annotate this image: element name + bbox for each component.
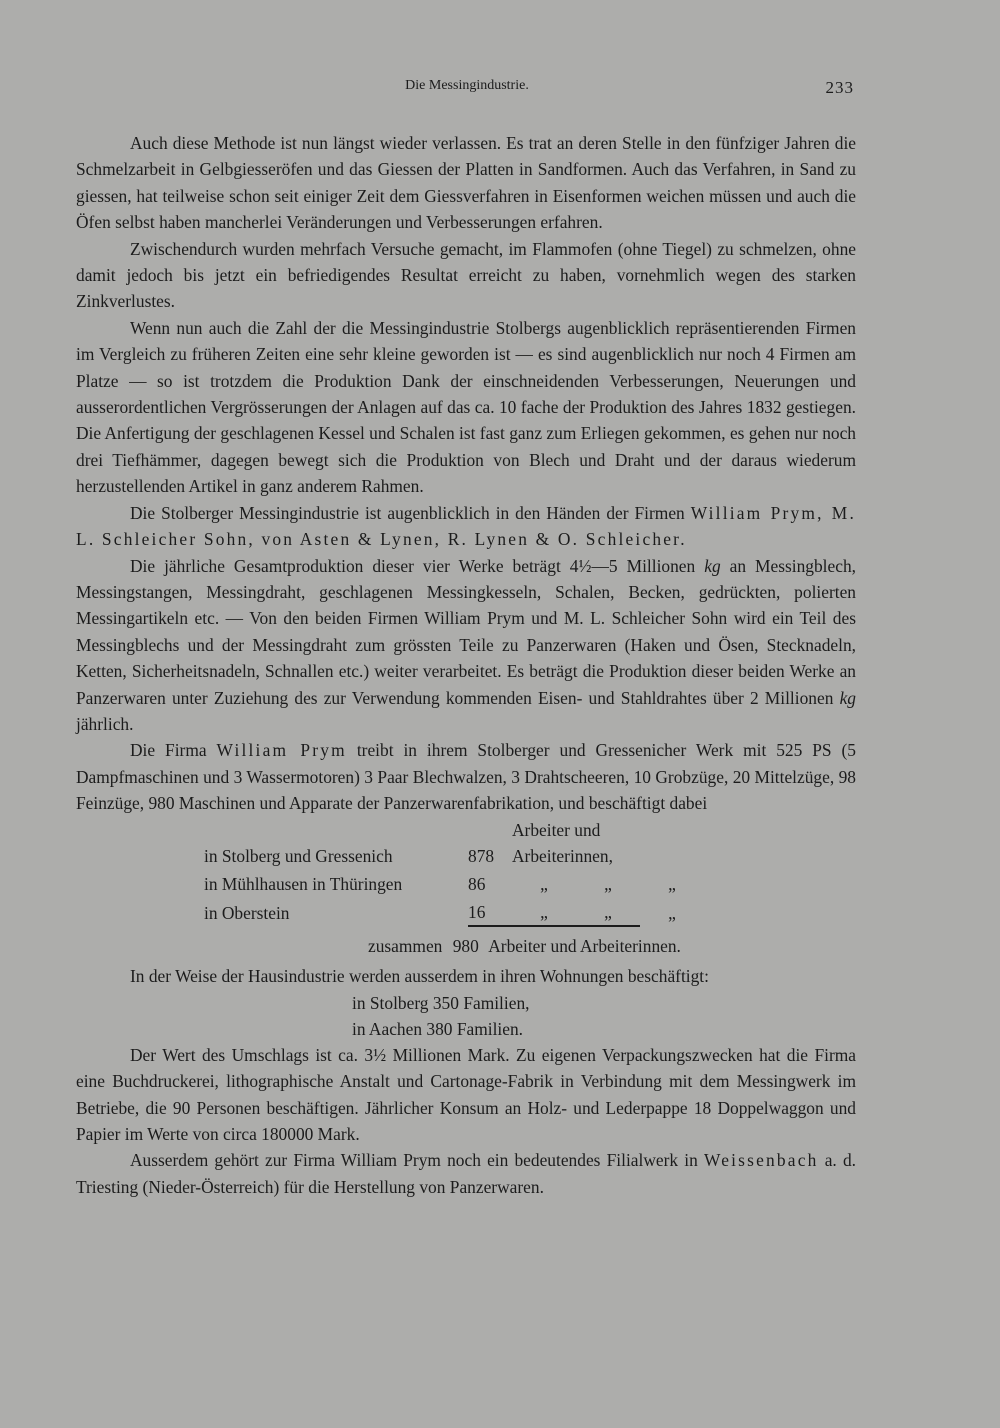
paragraph-4-intro: Die Stolberger Messingindustrie ist augenblicklich in den Händen der Firmen	[130, 502, 685, 523]
unit-kg-2: kg	[839, 687, 856, 708]
paragraph-5-a: Die jährliche Gesamtproduktion dieser vier Werke beträgt 4½—5 Millionen	[130, 555, 696, 576]
list-item	[352, 990, 856, 1016]
firm-prym: William Prym	[216, 740, 347, 761]
ditto-mark: „	[604, 873, 612, 894]
paragraph-9-a: Ausserdem gehört zur Firma William Prym noch ein bedeutendes Filialwerk in	[130, 1150, 698, 1171]
page-number: 233	[825, 78, 854, 97]
place-weissenbach: Weissenbach	[703, 1150, 819, 1171]
list-item	[352, 1016, 856, 1042]
ditto-mark: „	[576, 897, 640, 926]
table-row	[204, 869, 704, 897]
paragraph-3: Wenn nun auch die Zahl der die Messingindustrie Stolbergs augenblicklich repräsentierenden Firmen im Vergleich zu früheren Zeiten eine sehr kleine geworden ist — es sind augenblicklich nur noch 4 Firmen am Platze — so ist trotzdem die Produktion Dank der einschneidenden Verbesserungen, Neuerungen und ausserordentlichen Vergrösserungen der Anlagen auf das ca. 10 fache der Produktion des Jahres 1832 gestiegen. Die Anfertigung der geschlagenen Kessel und Schalen ist fast ganz zum Erliegen gekommen, es gehen nur noch drei Tiefhämmer, dagegen bewegt sich die Produktion von Blech und Draht und der daraus wiederum herzustellenden Artikel in ganz anderem Rahmen.	[76, 317, 856, 497]
paragraph-4	[76, 500, 856, 553]
table-cell-place: in Stolberg und Gressenich	[204, 845, 393, 866]
paragraph-2: Zwischendurch wurden mehrfach Versuche gemacht, im Flammofen (ohne Tiegel) zu schmelzen, ohne damit jedoch bis jetzt ein befriedigendes Resultat erreicht zu haben, vornehmlich wegen des starken Zinkverlustes.	[76, 238, 856, 312]
table-cell-label: Arbeiter und Arbeiterinnen,	[512, 819, 613, 866]
paragraph-5-b: an Messingblech, Messingstangen, Messingdraht, geschlagenen Messingkesseln, Schalen, Becken, gedrückten, polierten Messingartikeln etc. — Von den beiden Firmen William Prym und M. L. Schleicher Sohn wird ein Teil des Messingblechs und der Messingdraht zum grössten Teile zu Panzerwaren (Haken und Ösen, Stecknadeln, Ketten, Sicherheitsnadeln, Schnallen etc.) weiter verarbeitet. Es beträgt die Produktion dieser beiden Werke an Panzerwaren unter Zuziehung des zur Verwendung kommenden Eisen- und Stahldrahtes über 2 Millionen	[76, 555, 856, 708]
paragraph-6	[76, 737, 856, 816]
table-cell-count: 878	[468, 845, 495, 866]
unit-kg: kg	[704, 555, 721, 576]
firm-names: William Prym, M. L. Schleicher Sohn, von Asten & Lynen, R. Lynen & O. Schleicher.	[76, 502, 856, 550]
ditto-mark: „	[668, 873, 676, 894]
family-count: 350	[432, 992, 459, 1013]
total-label: zusammen	[368, 936, 443, 957]
workers-table	[204, 817, 704, 928]
paragraph-9-b: a. d. Triesting (Nieder-Österreich) für die Herstellung von Panzerwaren.	[76, 1150, 856, 1197]
table-cell-count: 16	[468, 897, 512, 926]
table-row	[204, 817, 704, 870]
ditto-mark: „	[540, 873, 548, 894]
table-row	[204, 897, 704, 926]
paragraph-5-c: jährlich.	[76, 713, 134, 734]
paragraph-6-a: Die Firma	[130, 740, 207, 761]
family-place: in Stolberg	[352, 992, 429, 1013]
paragraph-8: Der Wert des Umschlags ist ca. 3½ Millionen Mark. Zu eigenen Verpackungszwecken hat die Firma eine Buchdruckerei, lithographische Anstalt und Cartonage-Fabrik in Verbindung mit dem Messingwerk im Betriebe, die 90 Personen beschäftigen. Jährlicher Konsum an Holz- und Lederpappe 18 Doppelwaggon und Papier im Werte von circa 180000 Mark.	[76, 1044, 856, 1144]
total-text: Arbeiter und Arbeiterinnen.	[488, 936, 681, 957]
paragraph-5	[76, 553, 856, 738]
workers-total	[368, 933, 856, 963]
paragraph-9	[76, 1147, 856, 1200]
body-text	[76, 130, 856, 1200]
table-cell-place: in Oberstein	[204, 902, 290, 923]
paragraph-1: Auch diese Methode ist nun längst wieder verlassen. Es trat an deren Stelle in den fünfziger Jahren die Schmelzarbeit in Gelbgiesseröfen und das Giessen der Platten in Sandformen. Auch das Verfahren, in Sand zu giessen, hat teilweise schon seit einiger Zeit dem Giessverfahren in Eisenformen weichen müssen und auch die Öfen selbst haben mancherlei Veränderungen und Verbesserungen erfahren.	[76, 133, 856, 233]
table-cell-count: 86	[468, 873, 486, 894]
family-count: 380	[426, 1018, 453, 1039]
family-place: in Aachen	[352, 1018, 423, 1039]
running-title: Die Messingindustrie.	[405, 78, 529, 93]
total-count: 980	[452, 936, 479, 957]
paragraph-7: In der Weise der Hausindustrie werden ausserdem in ihren Wohnungen beschäftigt:	[130, 966, 709, 987]
ditto-mark: „	[512, 897, 576, 926]
table-cell-place: in Mühlhausen in Thüringen	[204, 873, 403, 894]
families-list	[352, 990, 856, 1042]
family-label: Familien,	[463, 992, 530, 1013]
paragraph-6-b: treibt in ihrem Stolberger und Gressenicher Werk mit 525 PS (5 Dampfmaschinen und 3 Wassermotoren) 3 Paar Blechwalzen, 3 Drahtscheeren, 10 Grobzüge, 20 Mittelzüge, 98 Feinzüge, 980 Maschinen und Apparate der Panzerwarenfabrikation, und beschäftigt dabei	[76, 740, 857, 814]
running-header	[76, 78, 858, 100]
ditto-mark: „	[668, 902, 676, 923]
family-label: Familien.	[456, 1018, 524, 1039]
